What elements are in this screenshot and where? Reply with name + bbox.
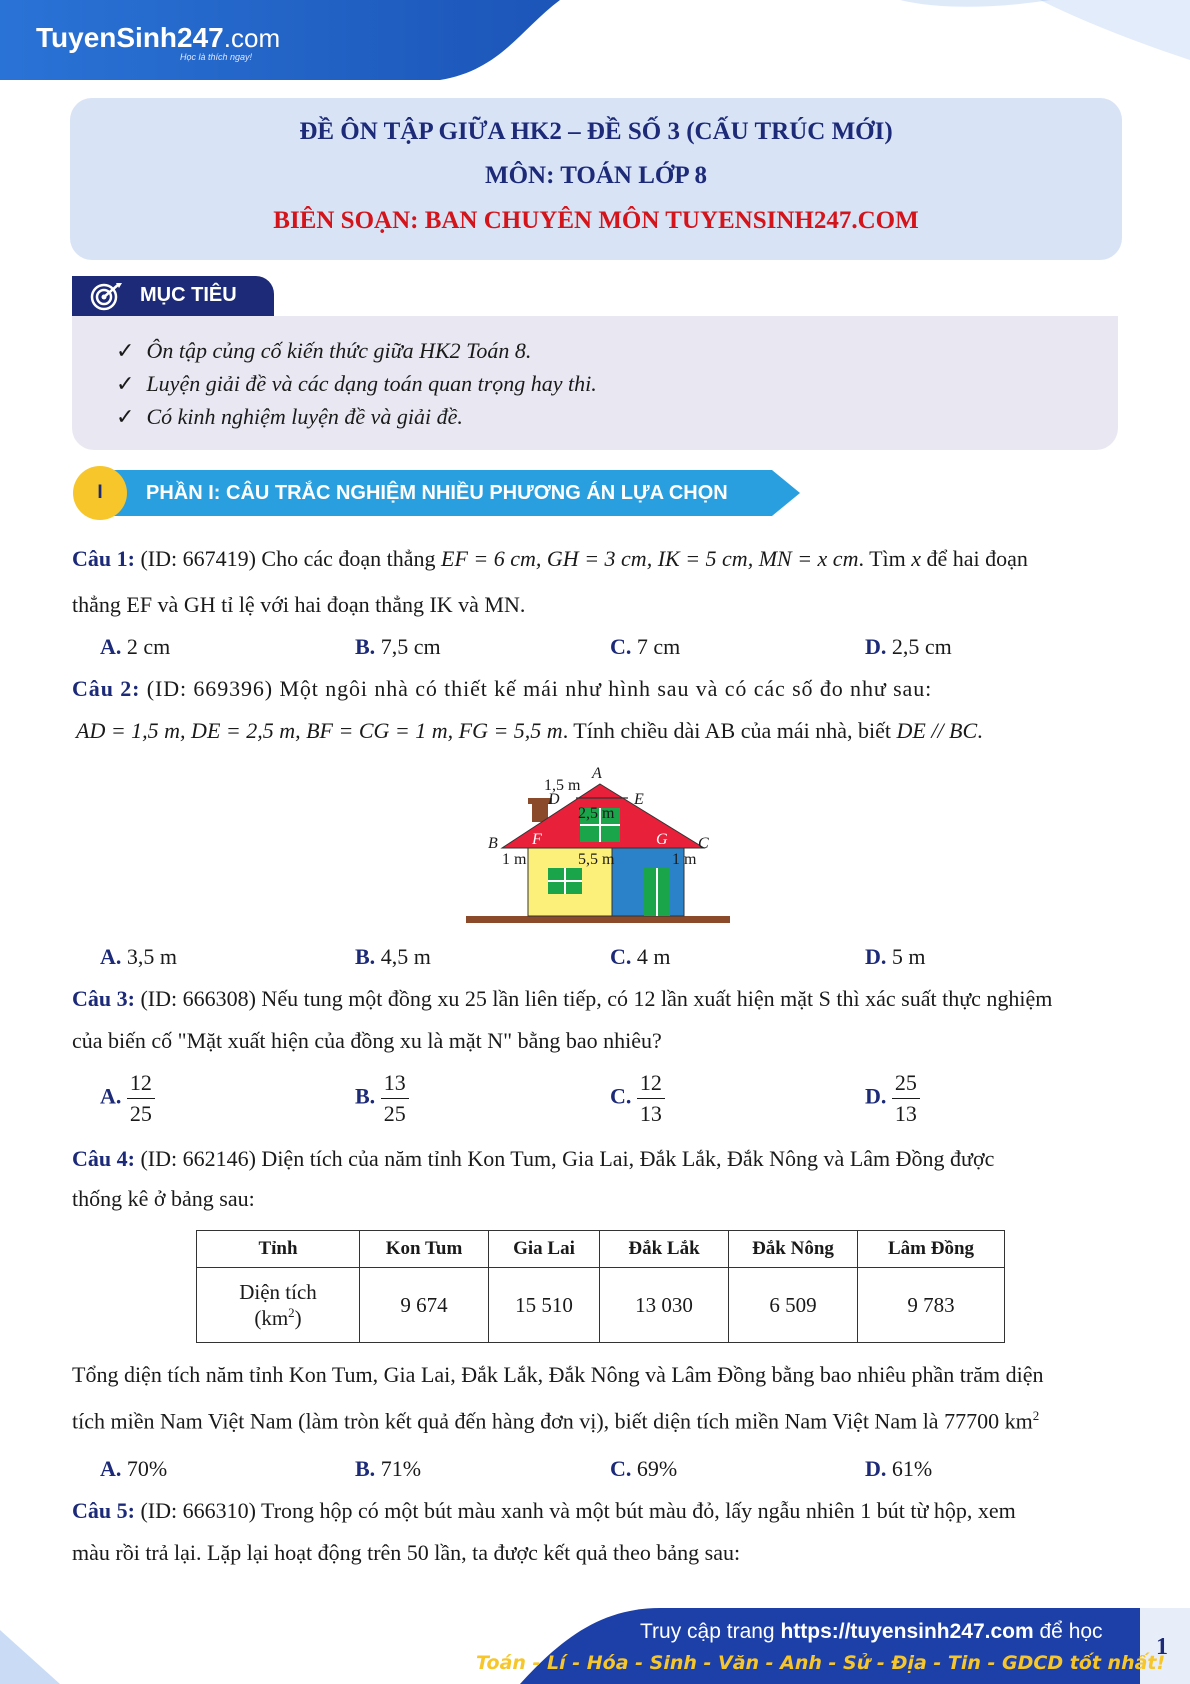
checkmark-icon: ✓ (116, 404, 135, 429)
table-header-cell: Đắk Nông (729, 1231, 858, 1268)
table-header-cell: Gia Lai (489, 1231, 600, 1268)
table-header-cell: Kon Tum (360, 1231, 489, 1268)
table-header-cell: Đắk Lắk (600, 1231, 729, 1268)
label-fg: 5,5 m (578, 851, 615, 868)
house-figure (460, 764, 740, 926)
q1-option-b[interactable]: B. 7,5 cm (355, 634, 441, 659)
q1-option-c[interactable]: C. 7 cm (610, 634, 681, 659)
objective-item: ✓ Luyện giải đề và các dạng toán quan trọng hay thi. (116, 371, 597, 396)
label-gc: 1 m (672, 851, 697, 868)
objective-item: ✓ Ôn tập củng cố kiến thức giữa HK2 Toán 8. (116, 338, 532, 363)
site-link[interactable]: https://tuyensinh247.com (780, 1620, 1034, 1643)
section-title: PHẦN I: CÂU TRẮC NGHIỆM NHIỀU PHƯƠNG ÁN LỰA CHỌN (146, 482, 728, 504)
question-2: Câu 2: (ID: 669396) Một ngôi nhà có thiết kế mái như hình sau và có các số đo như sau: (72, 676, 933, 701)
question-4-after2: tích miền Nam Việt Nam (làm tròn kết quả đến hàng đơn vị), biết diện tích miền Nam Việt Nam là 77700 $km^2$ (72, 1408, 1040, 1434)
fraction: $\frac{12}{25}$ (127, 1068, 155, 1129)
table-cell: 6 509 (729, 1268, 858, 1343)
point-b: B (488, 835, 498, 852)
point-d: D (548, 791, 560, 808)
point-g: G (656, 831, 668, 848)
question-3: Câu 3: (ID: 666308) Nếu tung một đồng xu 25 lần liên tiếp, có 12 lần xuất hiện mặt S thì xác suất thực nghiệm (72, 986, 1053, 1011)
question-5-line2: màu rồi trả lại. Lặp lại hoạt động trên 50 lần, ta được kết quả theo bảng sau: (72, 1540, 741, 1565)
table-header-row (197, 1231, 1005, 1268)
page-number: 1 (1156, 1634, 1168, 1660)
ground-line (466, 916, 730, 923)
q2-option-c[interactable]: C. 4 m (610, 944, 671, 969)
q2-option-b[interactable]: B. 4,5 m (355, 944, 431, 969)
table-cell: 13 030 (600, 1268, 729, 1343)
question-4-after1: Tổng diện tích năm tỉnh Kon Tum, Gia Lai, Đắk Lắk, Đắk Nông và Lâm Đồng bằng bao nhiêu phần trăm diện (72, 1362, 1044, 1387)
q2-option-d[interactable]: D. 5 m (865, 944, 926, 969)
question-4-line2: thống kê ở bảng sau: (72, 1186, 255, 1211)
q4-option-c[interactable]: C. 69% (610, 1456, 678, 1481)
point-e: E (634, 791, 644, 808)
fraction: $\frac{25}{13}$ (892, 1068, 920, 1129)
subject-title: MÔN: TOÁN LỚP 8 (484, 162, 707, 189)
point-c: C (698, 835, 709, 852)
label-de: 2,5 m (578, 805, 615, 822)
question-1-line2: thẳng EF và GH tỉ lệ với hai đoạn thẳng IK và MN. (72, 592, 526, 617)
q4-option-d[interactable]: D. 61% (865, 1456, 933, 1481)
label-bf: 1 m (502, 851, 527, 868)
q1-option-d[interactable]: D. 2,5 cm (865, 634, 952, 659)
area-table (196, 1230, 1005, 1343)
question-3-line2: của biến cố "Mặt xuất hiện của đồng xu là mặt N" bằng bao nhiêu? (72, 1028, 662, 1053)
q4-option-a[interactable]: A. 70% (100, 1456, 168, 1481)
table-header-cell: Tỉnh (197, 1231, 360, 1268)
q3-option-c[interactable]: C. $\frac{12}{13}$ (610, 1068, 665, 1129)
table-cell: 9 783 (858, 1268, 1005, 1343)
question-2-line2: AD = 1,5 m, DE = 2,5 m, BF = CG = 1 m, FG = 5,5 m. Tính chiều dài AB của mái nhà, biết DE // BC. (76, 718, 983, 743)
q3-option-a[interactable]: A. $\frac{12}{25}$ (100, 1068, 155, 1129)
author-title: BIÊN SOẠN: BAN CHUYÊN MÔN TUYENSINH247.COM (273, 207, 919, 234)
table-cell: 15 510 (489, 1268, 600, 1343)
objectives-label: MỤC TIÊU (140, 284, 237, 306)
q2-option-a[interactable]: A. 3,5 m (100, 944, 178, 969)
point-a: A (592, 765, 602, 782)
fraction: $\frac{13}{25}$ (381, 1068, 409, 1129)
section-number: I (97, 482, 103, 503)
logo-tagline: Học là thích ngay! (180, 52, 253, 62)
label-ad: 1,5 m (544, 777, 581, 794)
table-row-label: Diện tích $(km^2)$ (197, 1268, 360, 1343)
table-header-cell: Lâm Đồng (858, 1231, 1005, 1268)
checkmark-icon: ✓ (116, 338, 135, 363)
footer-subjects: Toán - Lí - Hóa - Sinh - Văn - Anh - Sử - Địa - Tin - GDCD tốt nhất! (476, 1652, 1166, 1674)
q4-option-b[interactable]: B. 71% (355, 1456, 422, 1481)
tuyensinh-logo[interactable]: TuyenSinh247.com (36, 22, 281, 53)
question-4: Câu 4: (ID: 662146) Diện tích của năm tỉnh Kon Tum, Gia Lai, Đắk Lắk, Đắk Nông và Lâm Đồng được (72, 1146, 995, 1171)
checkmark-icon: ✓ (116, 371, 135, 396)
q3-option-d[interactable]: D. $\frac{25}{13}$ (865, 1068, 920, 1129)
exam-title: ĐỀ ÔN TẬP GIỮA HK2 – ĐỀ SỐ 3 (CẤU TRÚC MỚI) (299, 118, 893, 145)
question-5: Câu 5: (ID: 666310) Trong hộp có một bút màu xanh và một bút màu đỏ, lấy ngẫu nhiên 1 bút từ hộp, xem (72, 1498, 1016, 1523)
question-1: Câu 1: (ID: 667419) Cho các đoạn thẳng EF = 6 cm, GH = 3 cm, IK = 5 cm, MN = x cm. Tìm x để hai đoạn (72, 546, 1028, 571)
footer-promo: Truy cập trang https://tuyensinh247.com để học (640, 1620, 1103, 1643)
fraction: $\frac{12}{13}$ (637, 1068, 665, 1129)
target-icon (88, 281, 124, 311)
q3-option-b[interactable]: B. $\frac{13}{25}$ (355, 1068, 409, 1129)
objective-item: ✓ Có kinh nghiệm luyện đề và giải đề. (116, 404, 463, 429)
point-f: F (532, 831, 542, 848)
q1-option-a[interactable]: A. 2 cm (100, 634, 171, 659)
table-cell: 9 674 (360, 1268, 489, 1343)
table-row (197, 1268, 1005, 1343)
